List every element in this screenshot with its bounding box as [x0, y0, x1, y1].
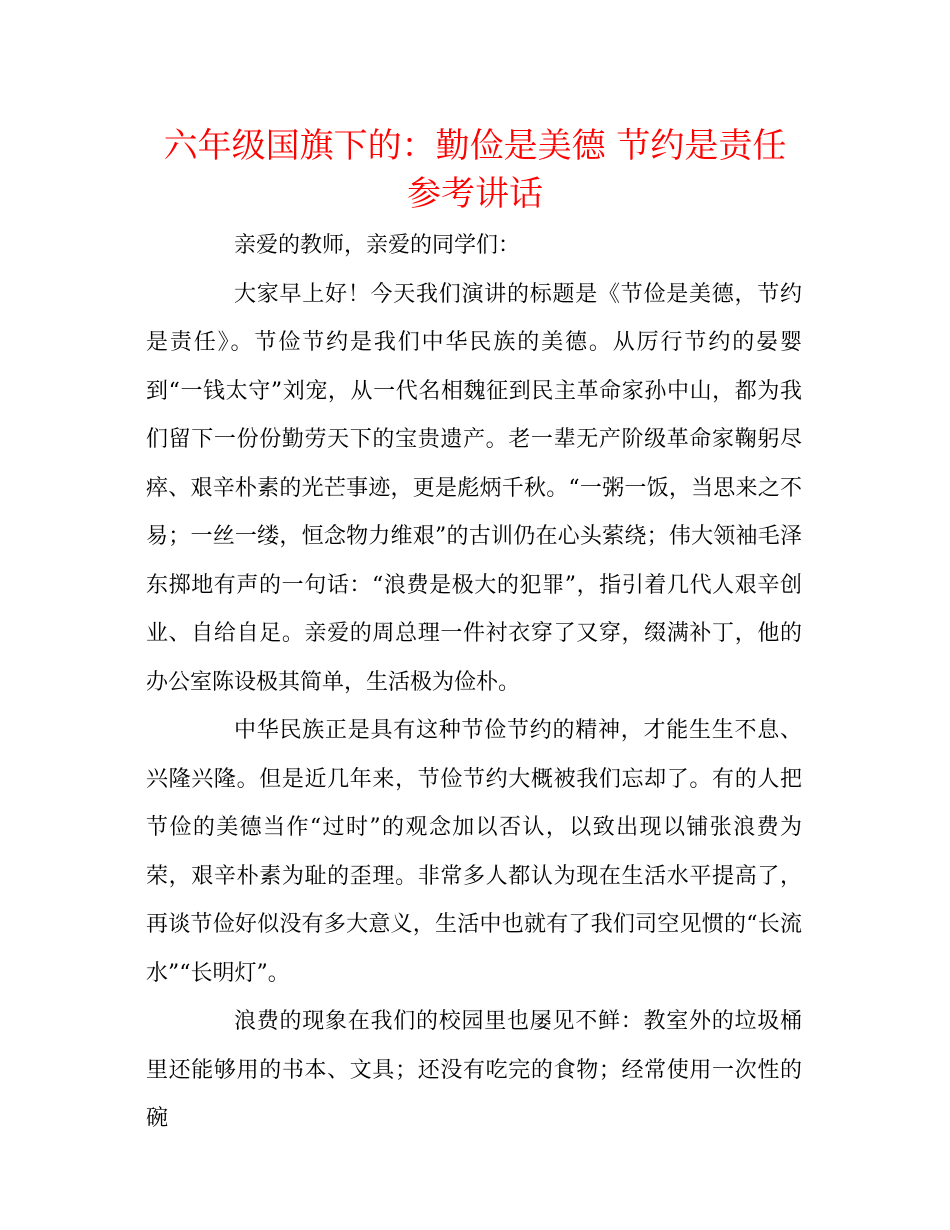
paragraph-greeting: 亲爱的教师，亲爱的同学们： — [234, 233, 521, 258]
title-line-2: 参考讲话 — [407, 174, 543, 214]
paragraph-1: 大家早上好！今天我们演讲的标题是《节俭是美德，节约是责任》。节俭节约是我们中华民族的美德。从厉行节约的晏婴到“一钱太守”刘宠，从一代名相魏征到民主革命家孙中山，都为我们留下一份份勤劳天下的宝贵遗产。老一辈无产阶级革命家鞠躬尽瘁、艰辛朴素的光芒事迹，更是彪炳千秋。“一粥一饭，当思来之不易；一丝一缕，恒念物力维艰”的古训仍在心头萦绕；伟大领袖毛泽东掷地有声的一句话：“浪费是极大的犯罪”，指引着几代人艰辛创业、自给自足。亲爱的周总理一件衬衣穿了又穿，缀满补丁，他的办公室陈设极其简单，生活极为俭朴。 — [146, 281, 802, 695]
paragraph-2: 中华民族正是具有这种节俭节约的精神，才能生生不息、兴隆兴隆。但是近几年来，节俭节约大概被我们忘却了。有的人把节俭的美德当作“过时”的观念加以否认，以致出现以铺张浪费为荣，艰辛朴素为耻的歪理。非常多人都认为现在生活水平提高了，再谈节俭好似没有多大意义，生活中也就有了我们司空见惯的“长流水”“长明灯”。 — [146, 718, 802, 986]
document-title — [140, 122, 810, 218]
paragraph-3: 浪费的现象在我们的校园里也屡见不鲜：教室外的垃圾桶里还能够用的书本、文具；还没有吃完的食物；经常使用一次性的碗 — [146, 1009, 802, 1131]
document-body — [146, 222, 802, 1144]
title-line-1: 六年级国旗下的：勤俭是美德 节约是责任 — [163, 126, 787, 166]
